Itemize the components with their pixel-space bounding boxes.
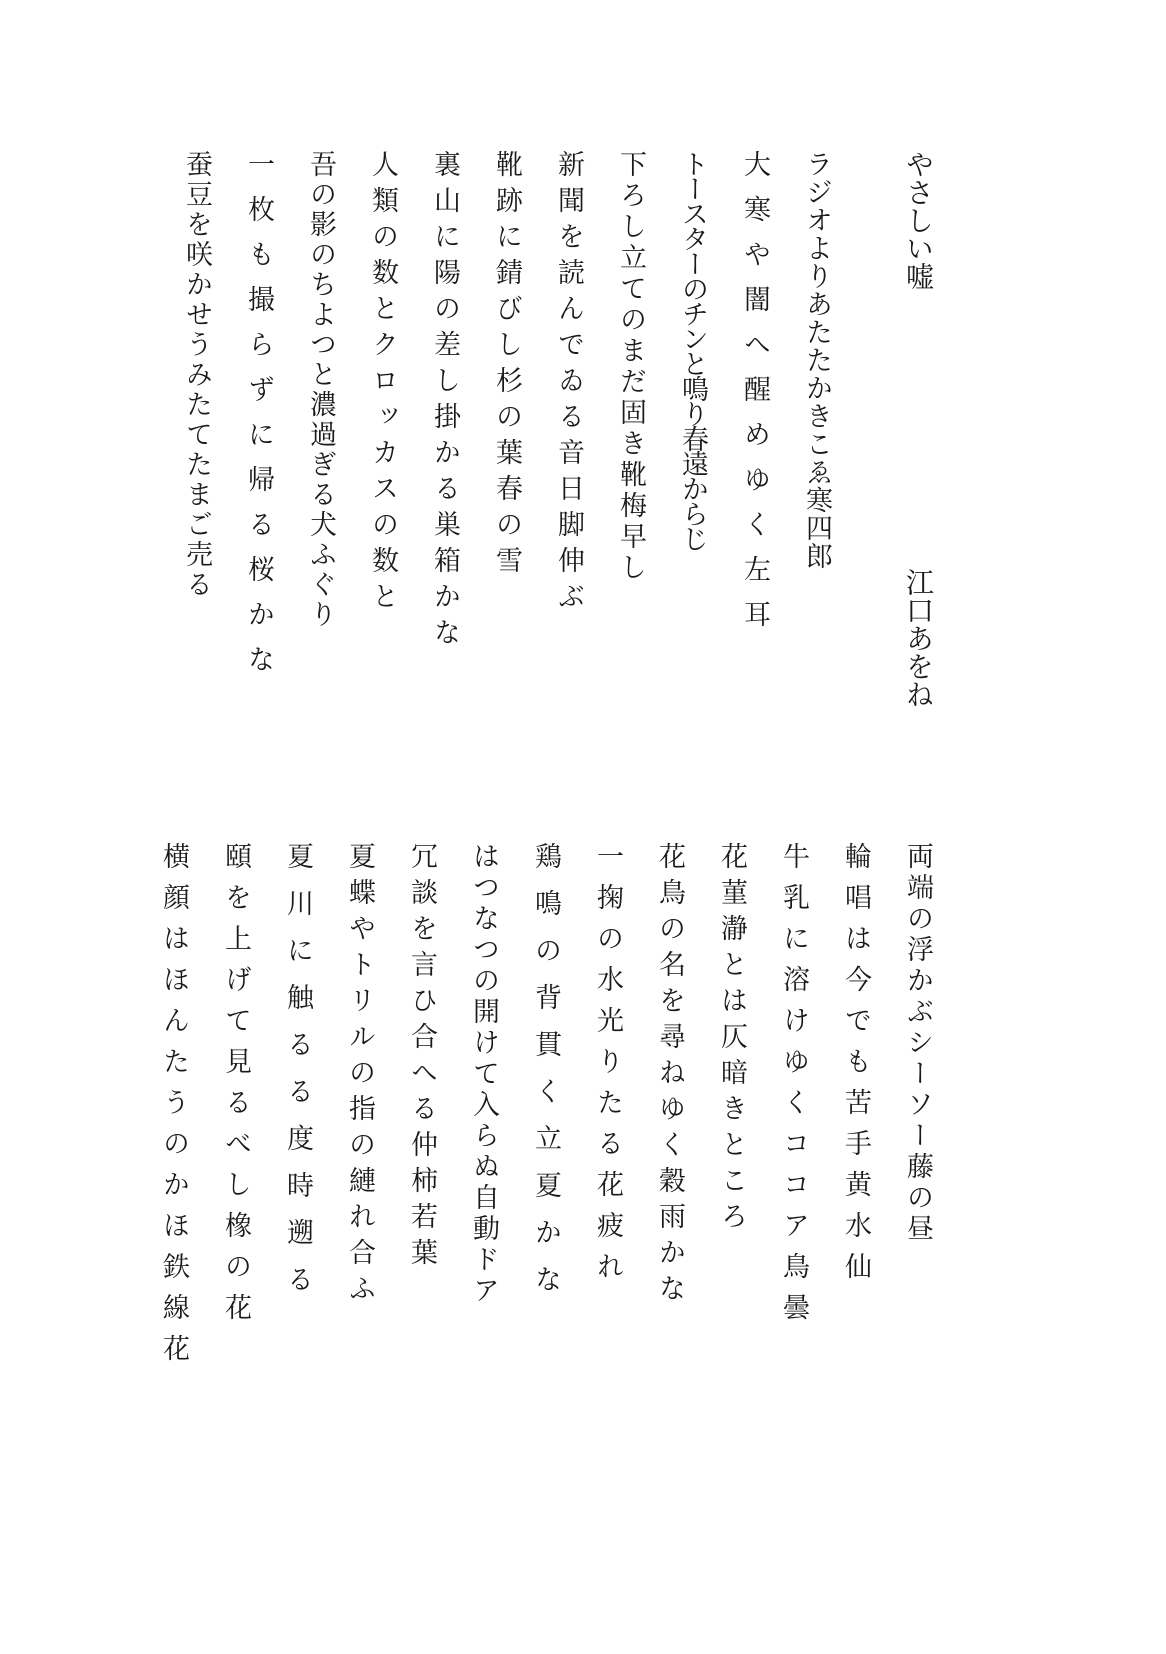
haiku-line: 靴跡に錆びし杉の葉春の雪 (491, 150, 522, 582)
haiku-line: 輪唱は今でも苦手黄水仙 (840, 842, 871, 1293)
haiku-line: 吾の影のちよつと濃過ぎる犬ふぐり (305, 150, 336, 630)
haiku-line: 頤を上げて見るべし橡の花 (220, 842, 251, 1334)
page-title: やさしい嘘 (902, 150, 935, 290)
haiku-line: 蚕豆を咲かせうみたてたまご売る (181, 150, 212, 600)
haiku-line: 花菫瀞とは仄暗きところ (716, 842, 747, 1238)
haiku-line: 両端の浮かぶシーソー藤の昼 (902, 842, 933, 1245)
haiku-line: 冗談を言ひ合へる仲柿若葉 (406, 842, 437, 1274)
author-name: 江口あをね (902, 568, 935, 708)
haiku-line: トースターのチンと鳴り春遠からじ (677, 150, 708, 550)
haiku-line: 横顔はほんたうのかほ鉄線花 (158, 842, 189, 1375)
haiku-line: 一掬の水光りたる花疲れ (592, 842, 623, 1293)
haiku-line: 夏川に触るる度時遡る (282, 842, 313, 1312)
haiku-line: 牛乳に溶けゆくココア鳥曇 (778, 842, 809, 1334)
haiku-line: 鶏鳴の背貫く立夏かな (530, 842, 561, 1312)
haiku-line: 新聞を読んでゐる音日脚伸ぶ (553, 150, 584, 618)
haiku-line: はつなつの開けて入らぬ自動ドア (468, 842, 499, 1307)
haiku-line: 大寒や闇へ醒めゆく左耳 (739, 150, 770, 645)
haiku-line: 花鳥の名を尋ねゆく穀雨かな (654, 842, 685, 1310)
haiku-line: 裏山に陽の差し掛かる巣箱かな (429, 150, 460, 654)
haiku-line: 一枚も撮らずに帰る桜かな (243, 150, 274, 690)
haiku-line: ラジオよりあたたかきこゑ寒四郎 (801, 150, 832, 570)
haiku-line: 下ろし立てのまだ固き靴梅早し (615, 150, 646, 584)
haiku-line: 人類の数とクロッカスの数と (367, 150, 398, 618)
haiku-line: 夏蝶やトリルの指の縺れ合ふ (344, 842, 375, 1310)
